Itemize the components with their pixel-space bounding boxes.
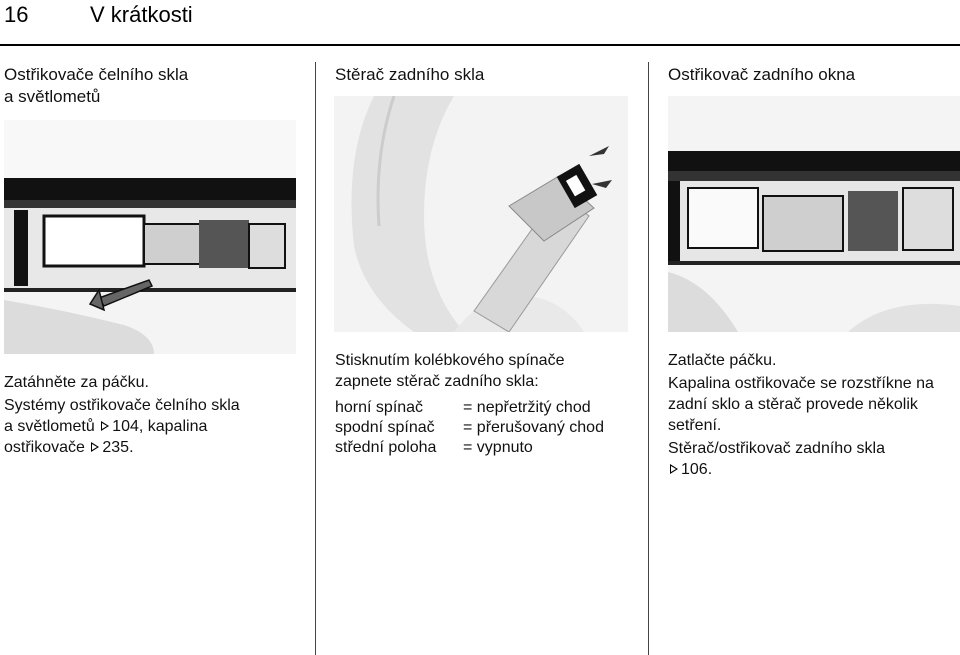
lever-pull-illustration — [4, 120, 296, 354]
reference-arrow-icon — [101, 421, 109, 431]
reference-arrow-icon — [91, 442, 99, 452]
lever-push-illustration — [668, 96, 960, 332]
reference-arrow-icon — [670, 464, 678, 474]
column-divider — [315, 62, 316, 655]
header-divider — [0, 44, 960, 46]
column-title: Ostřikovač zadního okna — [668, 65, 856, 84]
table-row: spodní spínač = přerušovaný chod — [335, 419, 604, 436]
page-number: 16 — [4, 2, 29, 27]
switch-positions-table — [335, 398, 604, 458]
column-title: Ostřikovače čelního skla a světlometů — [4, 65, 189, 106]
column-divider — [648, 62, 649, 655]
column-body: Zatáhněte za páčku. Systémy ostřikovače čelního skla a světlometů 104, kapalina ostřikovače 235. — [4, 374, 240, 456]
column-body: Stisknutím kolébkového spínače zapnete stěrač zadního skla: horní spínač = nepřetržitý chod spodní spínač = přerušovaný chod střední poloha = vypnuto — [335, 352, 604, 456]
section-title: V krátkosti — [90, 2, 193, 27]
column-body: Zatlačte páčku. Kapalina ostřikovače se rozstříkne na zadní sklo a stěrač provede několik setření. Stěrač/ostřikovač zadního skla 106. — [668, 352, 934, 478]
rocker-switch-illustration — [334, 96, 628, 332]
table-row: střední poloha = vypnuto — [335, 439, 533, 456]
table-row: horní spínač = nepřetržitý chod — [335, 399, 591, 416]
column-title: Stěrač zadního skla — [335, 65, 485, 84]
